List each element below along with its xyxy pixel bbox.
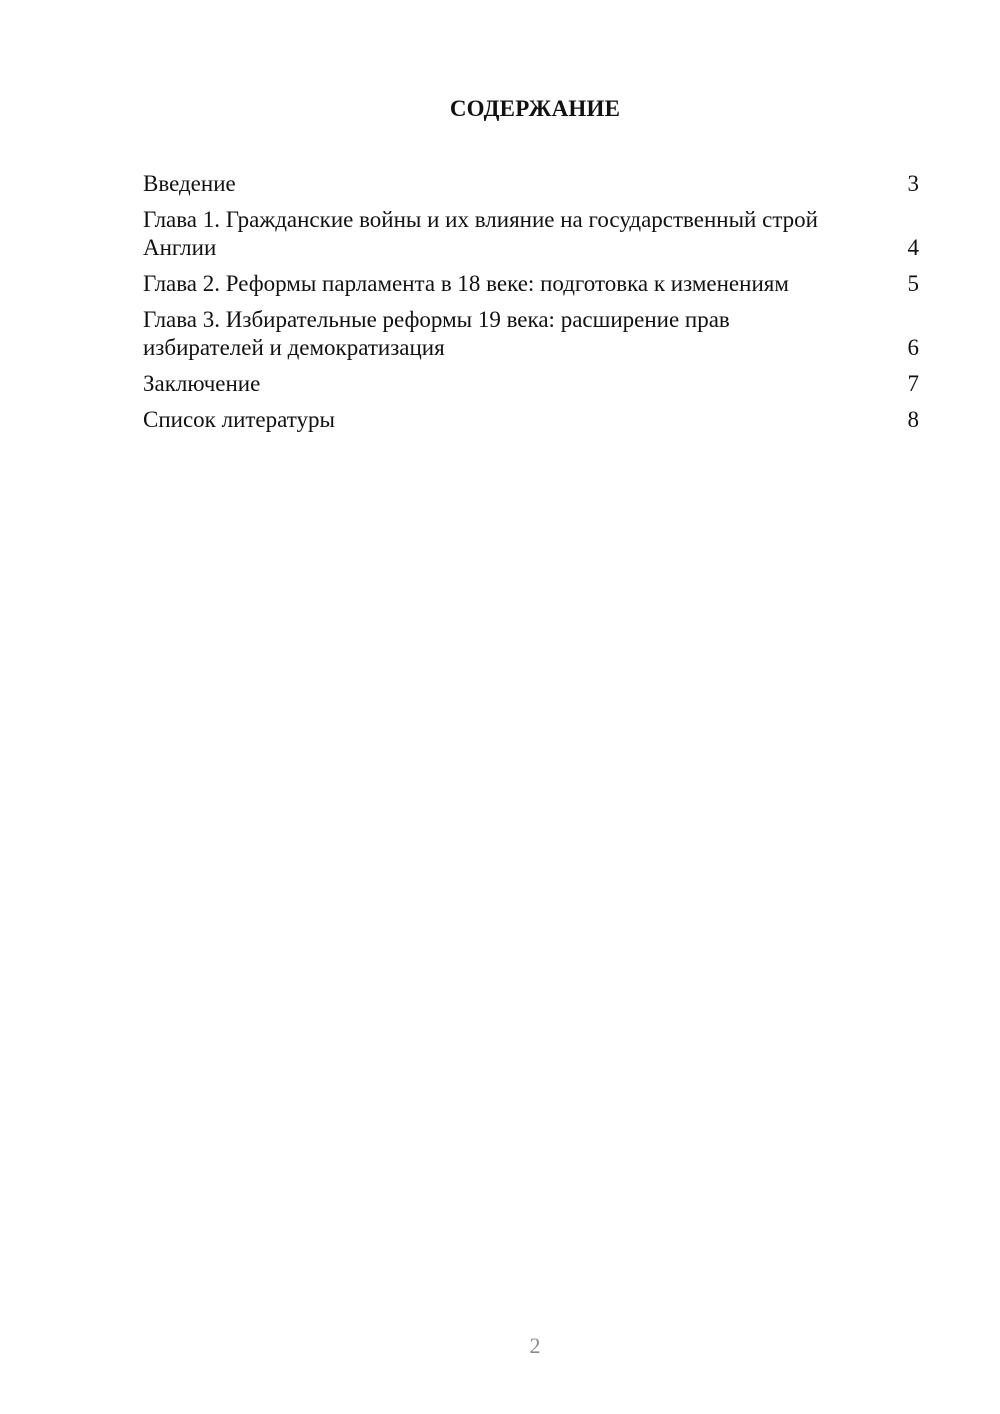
toc-entry-chapter-2: [143, 270, 919, 298]
toc-entry-chapter-1: [143, 206, 919, 262]
toc-entry-page: 3: [907, 171, 919, 196]
toc-entry-page: 4: [907, 235, 919, 260]
toc-entry-page: 7: [907, 371, 919, 396]
toc-entry-chapter-3: [143, 306, 919, 362]
toc-entry-title: Список литературы: [143, 407, 335, 432]
toc-entry-conclusion: [143, 370, 919, 398]
toc-entry-title: Заключение: [143, 371, 261, 396]
toc-entry-title: Глава 3. Избирательные реформы 19 века: расширение прав избирателей и демократизация: [143, 307, 730, 360]
toc-entry-introduction: [143, 170, 919, 198]
toc-entry-title: Введение: [143, 171, 236, 196]
toc-entry-references: [143, 406, 919, 434]
toc-entry-page: 5: [907, 271, 919, 296]
page-title: СОДЕРЖАНИЕ: [449, 96, 621, 121]
page-number: 2: [529, 1333, 541, 1358]
table-of-contents: [143, 170, 919, 442]
toc-entry-page: 6: [907, 335, 919, 360]
toc-entry-title: Глава 1. Гражданские войны и их влияние на государственный строй Англии: [143, 207, 818, 260]
toc-entry-title: Глава 2. Реформы парламента в 18 веке: подготовка к изменениям: [143, 271, 789, 296]
toc-entry-page: 8: [907, 407, 919, 432]
